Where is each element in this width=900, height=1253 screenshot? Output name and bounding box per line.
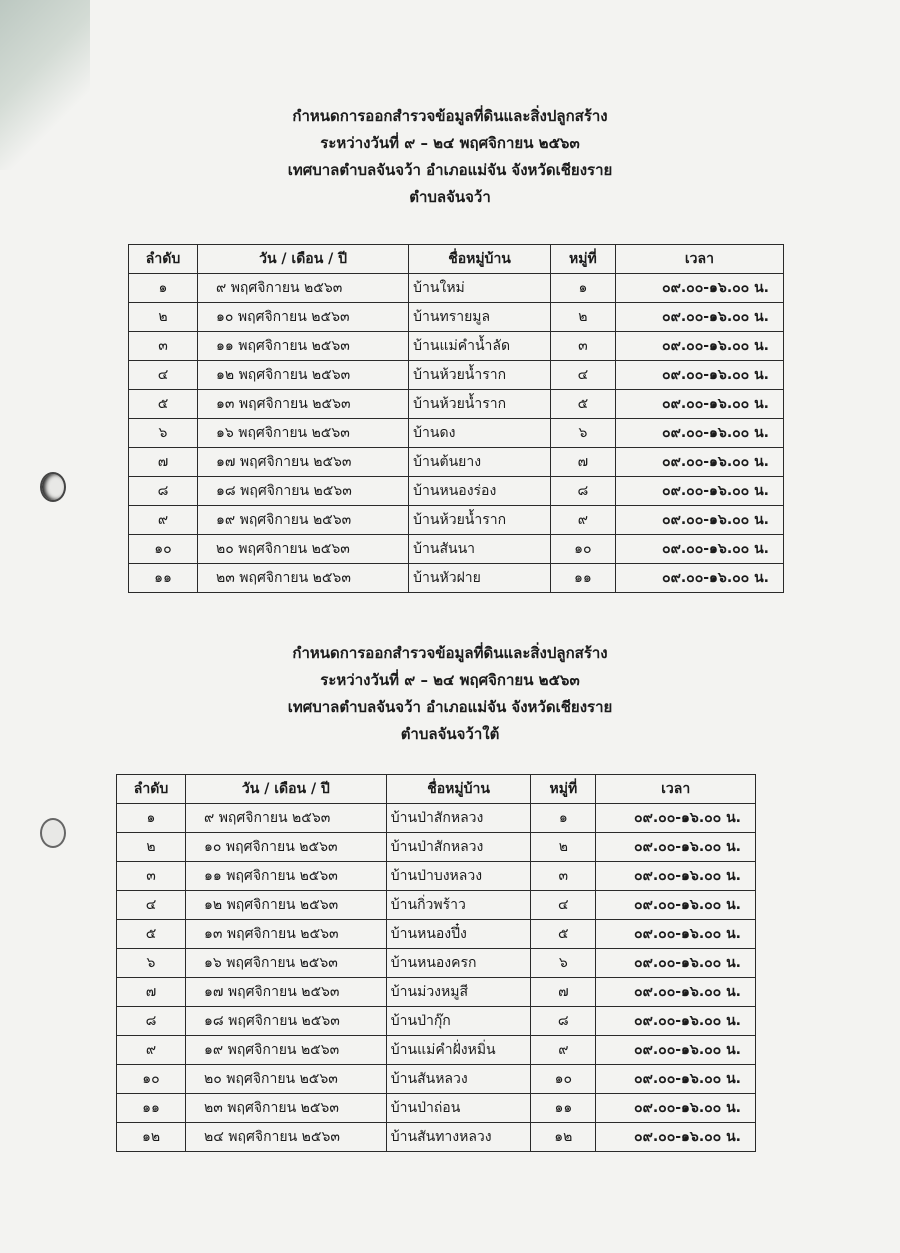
section1-title: กำหนดการออกสำรวจข้อมูลที่ดินและสิ่งปลูกสร้าง <box>292 107 608 125</box>
cell-order: ๕ <box>117 920 186 949</box>
cell-order: ๗ <box>117 978 186 1007</box>
table-row <box>117 1065 756 1094</box>
column-header-date: วัน / เดือน / ปี <box>198 245 409 274</box>
cell-village: บ้านต้นยาง <box>409 448 551 477</box>
cell-time: ๐๙.๐๐-๑๖.๐๐ น. <box>615 506 783 535</box>
cell-time: ๐๙.๐๐-๑๖.๐๐ น. <box>615 332 783 361</box>
cell-date: ๑๓ พฤศจิกายน ๒๕๖๓ <box>186 920 387 949</box>
cell-village: บ้านห้วยน้ำราก <box>409 506 551 535</box>
cell-order: ๑ <box>129 274 198 303</box>
column-header-village: ชื่อหมู่บ้าน <box>409 245 551 274</box>
cell-village: บ้านหนองปึ๋ง <box>386 920 531 949</box>
cell-moo: ๑๑ <box>531 1094 596 1123</box>
section2-subdistrict: ตำบลจันจว้าใต้ <box>400 725 500 743</box>
cell-village: บ้านป่ากุ๊ก <box>386 1007 531 1036</box>
column-header-moo: หมู่ที่ <box>550 245 615 274</box>
cell-time: ๐๙.๐๐-๑๖.๐๐ น. <box>596 978 756 1007</box>
cell-date: ๒๐ พฤศจิกายน ๒๕๖๓ <box>186 1065 387 1094</box>
cell-moo: ๑๐ <box>531 1065 596 1094</box>
cell-date: ๑๖ พฤศจิกายน ๒๕๖๓ <box>186 949 387 978</box>
section1-table-body <box>129 274 784 593</box>
cell-date: ๑๗ พฤศจิกายน ๒๕๖๓ <box>186 978 387 1007</box>
cell-order: ๑๑ <box>117 1094 186 1123</box>
table-row <box>129 274 784 303</box>
section1-header <box>230 103 670 211</box>
cell-time: ๐๙.๐๐-๑๖.๐๐ น. <box>615 564 783 593</box>
column-header-time: เวลา <box>615 245 783 274</box>
cell-time: ๐๙.๐๐-๑๖.๐๐ น. <box>596 1007 756 1036</box>
table-header-row <box>129 245 784 274</box>
cell-moo: ๕ <box>531 920 596 949</box>
table-row <box>129 448 784 477</box>
cell-village: บ้านสันทางหลวง <box>386 1123 531 1152</box>
table-row <box>117 978 756 1007</box>
cell-village: บ้านทรายมูล <box>409 303 551 332</box>
cell-moo: ๑๐ <box>550 535 615 564</box>
table-row <box>129 419 784 448</box>
cell-order: ๕ <box>129 390 198 419</box>
column-header-village: ชื่อหมู่บ้าน <box>386 775 531 804</box>
cell-time: ๐๙.๐๐-๑๖.๐๐ น. <box>596 891 756 920</box>
cell-order: ๖ <box>129 419 198 448</box>
punch-hole <box>40 818 66 848</box>
cell-village: บ้านม่วงหมูสี <box>386 978 531 1007</box>
column-header-time: เวลา <box>596 775 756 804</box>
cell-time: ๐๙.๐๐-๑๖.๐๐ น. <box>596 949 756 978</box>
cell-order: ๙ <box>129 506 198 535</box>
cell-date: ๑๘ พฤศจิกายน ๒๕๖๓ <box>198 477 409 506</box>
cell-time: ๐๙.๐๐-๑๖.๐๐ น. <box>615 303 783 332</box>
cell-village: บ้านห้วยน้ำราก <box>409 390 551 419</box>
cell-date: ๑๙ พฤศจิกายน ๒๕๖๓ <box>186 1036 387 1065</box>
cell-date: ๒๓ พฤศจิกายน ๒๕๖๓ <box>186 1094 387 1123</box>
cell-time: ๐๙.๐๐-๑๖.๐๐ น. <box>615 477 783 506</box>
cell-order: ๗ <box>129 448 198 477</box>
table-row <box>129 535 784 564</box>
table-header-row <box>117 775 756 804</box>
cell-moo: ๑ <box>550 274 615 303</box>
cell-order: ๑๒ <box>117 1123 186 1152</box>
section1-subdistrict: ตำบลจันจว้า <box>409 188 491 206</box>
cell-time: ๐๙.๐๐-๑๖.๐๐ น. <box>615 448 783 477</box>
cell-order: ๘ <box>117 1007 186 1036</box>
table-row <box>129 564 784 593</box>
cell-date: ๑๓ พฤศจิกายน ๒๕๖๓ <box>198 390 409 419</box>
cell-time: ๐๙.๐๐-๑๖.๐๐ น. <box>615 274 783 303</box>
section2-title: กำหนดการออกสำรวจข้อมูลที่ดินและสิ่งปลูกสร้าง <box>292 644 608 662</box>
table-row <box>117 1007 756 1036</box>
cell-village: บ้านหัวฝาย <box>409 564 551 593</box>
cell-date: ๑๑ พฤศจิกายน ๒๕๖๓ <box>198 332 409 361</box>
cell-moo: ๒ <box>550 303 615 332</box>
table-row <box>117 891 756 920</box>
page-corner-shadow <box>0 0 90 170</box>
cell-village: บ้านห้วยน้ำราก <box>409 361 551 390</box>
table-row <box>117 833 756 862</box>
cell-date: ๒๐ พฤศจิกายน ๒๕๖๓ <box>198 535 409 564</box>
cell-date: ๑๒ พฤศจิกายน ๒๕๖๓ <box>186 891 387 920</box>
section2-header <box>230 640 670 748</box>
cell-date: ๙ พฤศจิกายน ๒๕๖๓ <box>186 804 387 833</box>
cell-time: ๐๙.๐๐-๑๖.๐๐ น. <box>596 1036 756 1065</box>
cell-time: ๐๙.๐๐-๑๖.๐๐ น. <box>596 862 756 891</box>
cell-order: ๙ <box>117 1036 186 1065</box>
cell-date: ๙ พฤศจิกายน ๒๕๖๓ <box>198 274 409 303</box>
cell-moo: ๑๒ <box>531 1123 596 1152</box>
cell-time: ๐๙.๐๐-๑๖.๐๐ น. <box>596 1065 756 1094</box>
cell-moo: ๔ <box>531 891 596 920</box>
column-header-order: ลำดับ <box>129 245 198 274</box>
cell-moo: ๕ <box>550 390 615 419</box>
table-row <box>129 303 784 332</box>
section1-municipality: เทศบาลตำบลจันจว้า อำเภอแม่จัน จังหวัดเชียงราย <box>287 161 613 179</box>
table-row <box>117 1123 756 1152</box>
table-row <box>117 862 756 891</box>
cell-time: ๐๙.๐๐-๑๖.๐๐ น. <box>596 1094 756 1123</box>
cell-village: บ้านป่าถ่อน <box>386 1094 531 1123</box>
cell-village: บ้านหนองร่อง <box>409 477 551 506</box>
table-row <box>129 390 784 419</box>
cell-moo: ๘ <box>550 477 615 506</box>
table-row <box>129 506 784 535</box>
cell-time: ๐๙.๐๐-๑๖.๐๐ น. <box>596 804 756 833</box>
cell-village: บ้านป่าสักหลวง <box>386 833 531 862</box>
cell-date: ๑๙ พฤศจิกายน ๒๕๖๓ <box>198 506 409 535</box>
section1-table <box>128 244 784 593</box>
cell-date: ๑๒ พฤศจิกายน ๒๕๖๓ <box>198 361 409 390</box>
punch-hole <box>40 472 66 502</box>
section1-date-range: ระหว่างวันที่ ๙ – ๒๔ พฤศจิกายน ๒๕๖๓ <box>320 134 580 152</box>
cell-time: ๐๙.๐๐-๑๖.๐๐ น. <box>615 535 783 564</box>
section2-table <box>116 774 756 1152</box>
cell-village: บ้านหนองครก <box>386 949 531 978</box>
table-row <box>129 332 784 361</box>
cell-date: ๑๗ พฤศจิกายน ๒๕๖๓ <box>198 448 409 477</box>
column-header-date: วัน / เดือน / ปี <box>186 775 387 804</box>
cell-order: ๑๑ <box>129 564 198 593</box>
table-row <box>129 477 784 506</box>
cell-date: ๒๔ พฤศจิกายน ๒๕๖๓ <box>186 1123 387 1152</box>
cell-time: ๐๙.๐๐-๑๖.๐๐ น. <box>615 390 783 419</box>
cell-village: บ้านสันหลวง <box>386 1065 531 1094</box>
cell-moo: ๘ <box>531 1007 596 1036</box>
cell-time: ๐๙.๐๐-๑๖.๐๐ น. <box>596 920 756 949</box>
cell-moo: ๑ <box>531 804 596 833</box>
cell-moo: ๓ <box>550 332 615 361</box>
table-row <box>129 361 784 390</box>
cell-order: ๔ <box>117 891 186 920</box>
cell-time: ๐๙.๐๐-๑๖.๐๐ น. <box>596 833 756 862</box>
table-row <box>117 949 756 978</box>
cell-order: ๓ <box>129 332 198 361</box>
cell-village: บ้านดง <box>409 419 551 448</box>
cell-moo: ๗ <box>550 448 615 477</box>
section2-municipality: เทศบาลตำบลจันจว้า อำเภอแม่จัน จังหวัดเชียงราย <box>287 698 613 716</box>
cell-date: ๑๖ พฤศจิกายน ๒๕๖๓ <box>198 419 409 448</box>
cell-order: ๒ <box>117 833 186 862</box>
cell-time: ๐๙.๐๐-๑๖.๐๐ น. <box>615 361 783 390</box>
cell-order: ๓ <box>117 862 186 891</box>
column-header-order: ลำดับ <box>117 775 186 804</box>
cell-time: ๐๙.๐๐-๑๖.๐๐ น. <box>596 1123 756 1152</box>
cell-date: ๑๐ พฤศจิกายน ๒๕๖๓ <box>186 833 387 862</box>
cell-order: ๘ <box>129 477 198 506</box>
table-row <box>117 920 756 949</box>
cell-moo: ๙ <box>550 506 615 535</box>
table-row <box>117 804 756 833</box>
cell-moo: ๙ <box>531 1036 596 1065</box>
cell-order: ๑ <box>117 804 186 833</box>
cell-moo: ๗ <box>531 978 596 1007</box>
cell-moo: ๓ <box>531 862 596 891</box>
cell-date: ๑๑ พฤศจิกายน ๒๕๖๓ <box>186 862 387 891</box>
cell-date: ๑๘ พฤศจิกายน ๒๕๖๓ <box>186 1007 387 1036</box>
cell-time: ๐๙.๐๐-๑๖.๐๐ น. <box>615 419 783 448</box>
cell-moo: ๑๑ <box>550 564 615 593</box>
cell-village: บ้านป่าบงหลวง <box>386 862 531 891</box>
cell-order: ๖ <box>117 949 186 978</box>
section2-table-body <box>117 804 756 1152</box>
cell-order: ๔ <box>129 361 198 390</box>
cell-order: ๑๐ <box>117 1065 186 1094</box>
cell-moo: ๖ <box>550 419 615 448</box>
cell-village: บ้านแม่คำฝั่งหมิ่น <box>386 1036 531 1065</box>
table-row <box>117 1036 756 1065</box>
cell-moo: ๒ <box>531 833 596 862</box>
cell-moo: ๔ <box>550 361 615 390</box>
cell-date: ๑๐ พฤศจิกายน ๒๕๖๓ <box>198 303 409 332</box>
table-row <box>117 1094 756 1123</box>
section2-date-range: ระหว่างวันที่ ๙ – ๒๔ พฤศจิกายน ๒๕๖๓ <box>320 671 580 689</box>
cell-moo: ๖ <box>531 949 596 978</box>
cell-village: บ้านป่าสักหลวง <box>386 804 531 833</box>
cell-order: ๒ <box>129 303 198 332</box>
cell-order: ๑๐ <box>129 535 198 564</box>
cell-date: ๒๓ พฤศจิกายน ๒๕๖๓ <box>198 564 409 593</box>
cell-village: บ้านสันนา <box>409 535 551 564</box>
cell-village: บ้านแม่คำน้ำลัด <box>409 332 551 361</box>
cell-village: บ้านกิ่วพร้าว <box>386 891 531 920</box>
column-header-moo: หมู่ที่ <box>531 775 596 804</box>
cell-village: บ้านใหม่ <box>409 274 551 303</box>
